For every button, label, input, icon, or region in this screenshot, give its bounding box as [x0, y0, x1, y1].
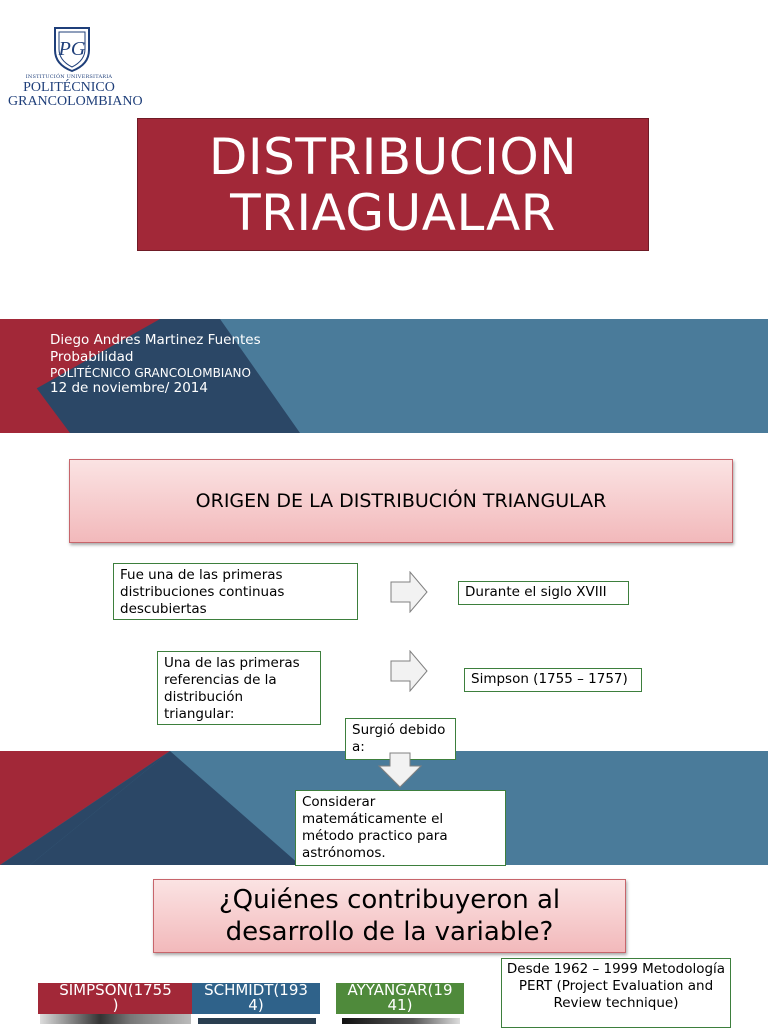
- presentation-date: 12 de noviembre/ 2014: [50, 380, 208, 396]
- author-name: Diego Andres Martinez Fuentes: [50, 332, 261, 348]
- shield-crest-icon: [52, 26, 92, 72]
- fact1-result-box: Durante el siglo XVIII: [458, 581, 629, 605]
- subject-name: Probabilidad: [50, 349, 134, 365]
- down-arrow-icon: [378, 752, 422, 788]
- fact2-text-box: Una de las primeras referencias de la distribución triangular:: [157, 651, 321, 725]
- portrait-photo: [342, 1018, 460, 1024]
- portrait-photo: [198, 1018, 316, 1024]
- right-arrow-icon: [390, 571, 428, 613]
- contributors-heading-line1: ¿Quiénes contribuyeron al: [218, 885, 561, 915]
- contributor-card-simpson: [38, 983, 193, 1014]
- contributors-heading-line2: desarrollo de la variable?: [225, 917, 554, 947]
- author-meta: [50, 332, 261, 397]
- contributor-card-ayyangar: [336, 983, 464, 1014]
- right-arrow-icon: [390, 650, 428, 692]
- contributor-name: SCHMIDT(193: [204, 983, 308, 999]
- contributor-name: SIMPSON(1755: [59, 983, 172, 999]
- fact1-text-box: Fue una de las primeras distribuciones continuas descubiertas: [113, 563, 358, 620]
- contributor-name: AYYANGAR(19: [347, 983, 453, 999]
- origin-heading: ORIGEN DE LA DISTRIBUCIÓN TRIANGULAR: [195, 490, 607, 512]
- svg-text:PG: PG: [58, 38, 86, 60]
- fact2-result-box: Simpson (1755 – 1757): [464, 668, 642, 692]
- institution-logo: [8, 16, 143, 128]
- contributors-heading-box: [153, 879, 626, 953]
- pert-text-box: Desde 1962 – 1999 Metodología PERT (Project Evaluation and Review technique): [501, 958, 731, 1028]
- origin-heading-box: [69, 459, 733, 543]
- contributor-name-cont: ): [112, 996, 119, 1014]
- title-line1: DISTRIBUCION: [208, 127, 578, 186]
- logo-name-line1: POLITÉCNICO: [23, 80, 115, 95]
- logo-name-line2: GRANCOLOMBIANO: [8, 94, 143, 109]
- title-box: [137, 118, 649, 251]
- title-line2: TRIAGUALAR: [230, 183, 556, 242]
- contributor-card-schmidt: [192, 983, 320, 1014]
- portrait-photo: [40, 1014, 191, 1024]
- institution-name: POLITÉCNICO GRANCOLOMBIANO: [50, 366, 251, 380]
- logo-institution-line: INSTITUCIÓN UNIVERSITARIA: [25, 74, 113, 80]
- contributor-name-cont: 41): [387, 996, 413, 1014]
- reason-text-box: Considerar matemáticamente el método practico para astrónomos.: [295, 790, 506, 866]
- contributor-name-cont: 4): [248, 996, 264, 1014]
- author-banner: [0, 319, 768, 433]
- reason-label-box: Surgió debido a:: [345, 718, 456, 760]
